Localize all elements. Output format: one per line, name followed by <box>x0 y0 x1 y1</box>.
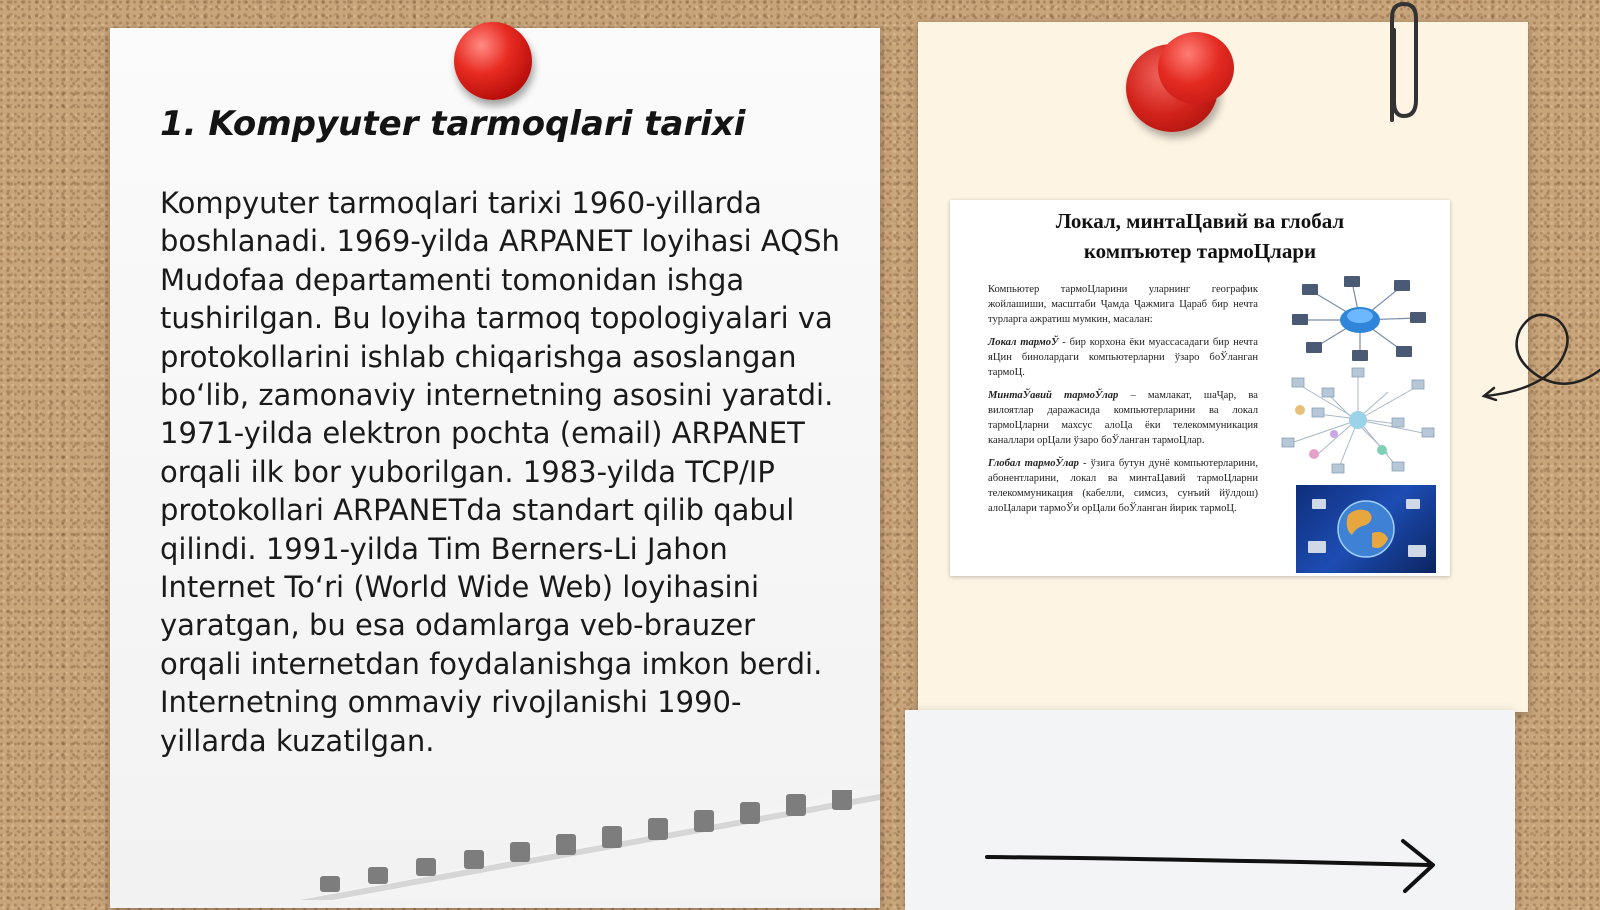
torn-notebook-edge <box>300 790 880 900</box>
doc-intro: Компьютер тармоЦларини уларнинг географик жойлашиши, масштаби Ҷамда Ҷажмига Цараб бир нечта турларга ажратиш мумкин, масалан: <box>988 284 1258 325</box>
note-title: 1. Kompyuter tarmoqlari tarixi <box>160 104 746 144</box>
local-network-illustration <box>1290 276 1430 362</box>
arrow-right-icon <box>985 835 1455 895</box>
paperclip-icon <box>1378 0 1422 128</box>
doc-text <box>988 282 1258 524</box>
global-network-illustration <box>1296 485 1436 573</box>
hand-drawn-loop-arrow-icon <box>1478 300 1600 410</box>
doc-local-network: Локал тармоЎ - бир корхона ёки муассасадаги бир нечта яЦин бинолардаги компьютерларни ўзаро боЎланган тармоЦ. <box>988 337 1258 378</box>
regional-network-illustration <box>1278 364 1438 478</box>
note-body-text: Kompyuter tarmoqlari tarixi 1960-yillarda boshlanadi. 1969-yilda ARPANET loyihasi AQSh Mudofaa departamenti tomonidan ishga tushirilgan. Bu loyiha tarmoq topologiyalari va protokollarini ishlab chiqarishga asoslangan bo‘lib, zamonaviy internetning asosini yaratdi. 1971-yilda elektron pochta (email) ARPANET orqali ilk bor yuborilgan. 1983-yilda TCP/IP protokollari ARPANETda standart qilib qabul qilindi. 1991-yilda Tim Berners-Li Jahon Internet To‘ri (World Wide Web) loyihasini yaratgan, bu esa odamlarga veb-brauzer orqali internetdan foydalanishga imkon berdi. Internetning ommaviy rivojlanishi 1990-yillarda kuzatilgan. <box>160 186 840 758</box>
doc-global-network: Глобал тармоЎлар - ўзига бутун дунё компьютерларини, абонентларини, локал ва минтаЦавий тармоЦларни телекоммуникация (кабелли, симсиз, сунъий йўлдош) алоЦалари тармоЎи орЦали боЎланган йирик тармоЦ. <box>988 458 1258 514</box>
network-types-document <box>950 200 1450 576</box>
push-pin-icon <box>1158 32 1234 104</box>
doc-regional-network: МинтаЎавий тармоЎлар – мамлакат, шаҶар, ва вилоятлар даражасида компьютерларини ва локал тармоЦларни махсус алоЦа ёки телекоммуникация каналлари орЦали ўзаро боЎланган тармоЦлар. <box>988 390 1258 446</box>
push-pin-icon <box>454 22 532 100</box>
doc-title: Локал, минтаЦавий ва глобал компъютер тармоЦлари <box>1055 209 1345 263</box>
